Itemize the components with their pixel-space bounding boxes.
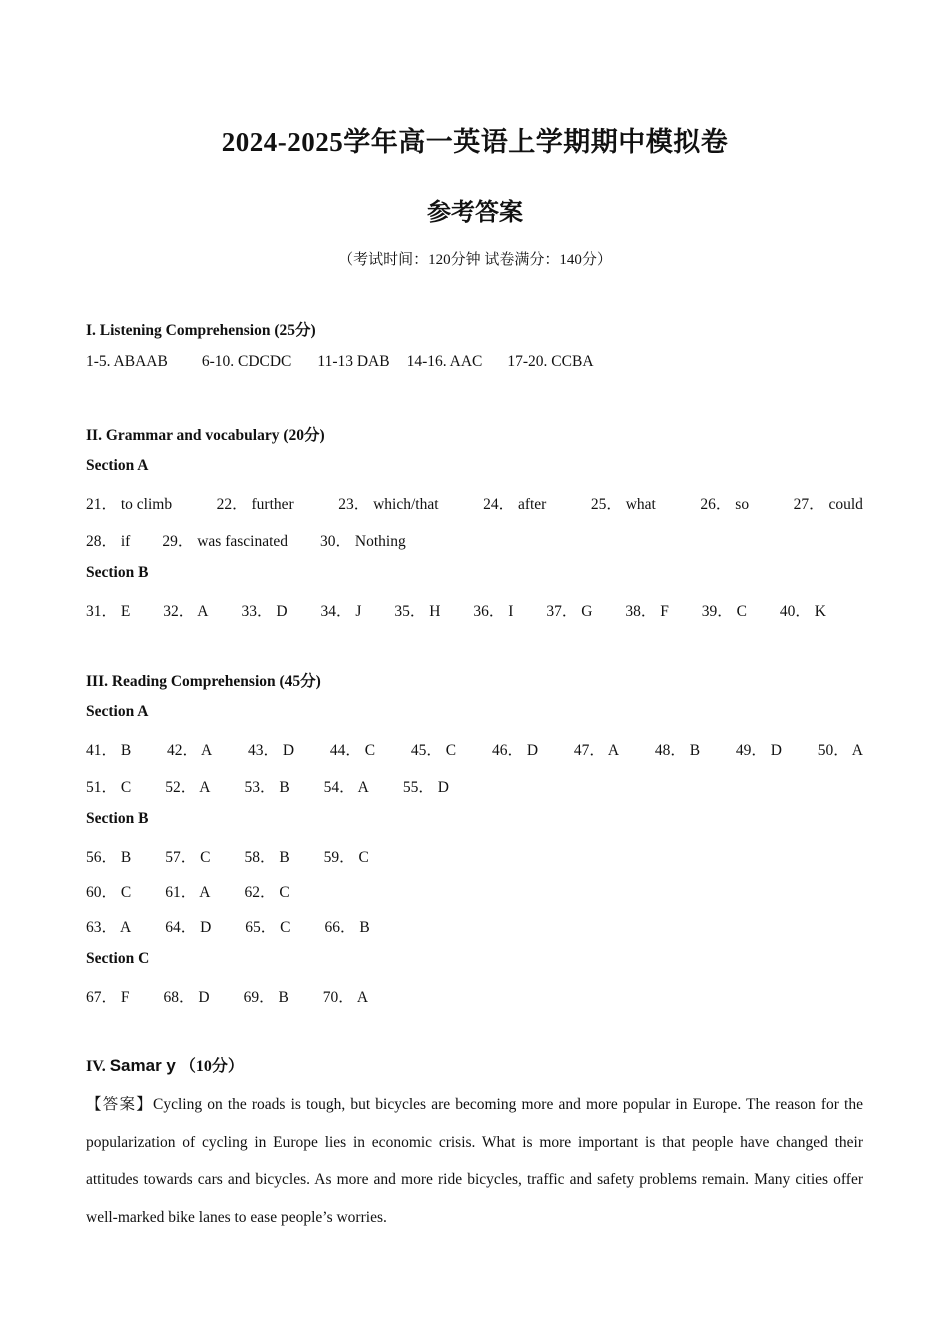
part2-section-b-row1 — [86, 599, 826, 621]
exam-info: （考试时间：120分钟 试卷满分：140分） — [338, 252, 612, 268]
answer-item: 23． which/that — [338, 496, 439, 513]
answer-item: 28． if — [86, 533, 131, 550]
part2-section-a-row1 — [86, 492, 863, 514]
answer-item: 17-20. CCBA — [507, 353, 594, 370]
answer-item: 58． B — [244, 849, 290, 866]
answer-item: 44． C — [329, 742, 376, 759]
answer-item: 65． C — [245, 919, 291, 936]
answer-item: 34． J — [320, 603, 362, 620]
answer-item: 32． A — [163, 603, 209, 620]
answer-item: 26． so — [700, 496, 750, 513]
part4-answer-paragraph — [86, 1086, 863, 1236]
part3-section-a-row2 — [86, 775, 863, 797]
answer-item: 46． D — [491, 742, 539, 759]
answer-item: 25． what — [590, 496, 656, 513]
answer-item: 11-13 DAB — [317, 353, 390, 370]
page-subtitle: 参考答案 — [427, 200, 523, 226]
answer-item: 31． E — [86, 603, 131, 620]
part3-section-c-row1 — [86, 985, 863, 1007]
answer-item: 69． B — [243, 989, 289, 1006]
answer-item: 59． C — [323, 849, 369, 866]
part4-heading-score: （10分） — [179, 1058, 244, 1075]
answer-item: 43． D — [248, 742, 295, 759]
answer-item: 40． K — [779, 603, 826, 620]
answer-item: 60． C — [86, 884, 132, 901]
answer-item: 66． B — [324, 919, 370, 936]
answer-item: 64． D — [165, 919, 212, 936]
part4-heading-word: Samar y — [109, 1056, 176, 1075]
answer-item: 54． A — [323, 779, 369, 796]
part1-heading: I. Listening Comprehension (25分) — [86, 322, 316, 339]
answer-tag: 【答案】 — [86, 1096, 153, 1113]
answer-item: 62． C — [244, 884, 290, 901]
answer-item: 1-5. ABAAB — [86, 353, 168, 370]
part4-heading-prefix: IV. — [86, 1058, 106, 1075]
answer-item: 36． I — [473, 603, 514, 620]
answer-item: 61． A — [165, 884, 211, 901]
answer-item: 39． C — [701, 603, 747, 620]
answer-item: 41． B — [86, 742, 132, 759]
answer-item: 57． C — [165, 849, 211, 866]
part3-section-b-row2 — [86, 880, 863, 902]
answer-item: 70． A — [322, 989, 369, 1006]
answer-item: 38． F — [625, 603, 669, 620]
part3-section-c-label: Section C — [86, 950, 150, 967]
answer-item: 24． after — [483, 496, 547, 513]
part3-section-a-label: Section A — [86, 703, 149, 720]
part3-section-a-row1 — [86, 738, 863, 760]
answer-item: 30． Nothing — [320, 533, 406, 550]
page-title: 2024-2025学年高一英语上学期期中模拟卷 — [221, 127, 729, 157]
answer-item: 67． F — [86, 989, 130, 1006]
part3-section-b-row1 — [86, 845, 863, 867]
part4-heading — [86, 1053, 244, 1076]
part3-section-b-row3 — [86, 915, 863, 937]
answer-item: 37． G — [546, 603, 593, 620]
part2-heading: II. Grammar and vocabulary (20分) — [86, 427, 325, 444]
answer-item: 21． to climb — [86, 496, 173, 513]
answer-item: 27． could — [793, 496, 863, 513]
answer-item: 48． B — [654, 742, 701, 759]
part1-answers — [86, 353, 863, 371]
answer-item: 50． A — [817, 742, 863, 759]
part2-section-b-label: Section B — [86, 564, 149, 581]
part2-section-a-label: Section A — [86, 457, 149, 474]
answer-item: 52． A — [165, 779, 211, 796]
answer-item: 68． D — [163, 989, 210, 1006]
answer-item: 47． A — [573, 742, 620, 759]
part3-heading: III. Reading Comprehension (45分) — [86, 673, 321, 690]
answer-item: 45． C — [410, 742, 457, 759]
answer-text: Cycling on the roads is tough, but bicycles are becoming more and more popular in Europe. The reason for the popularization of cycling in Europe lies in economic crisis. What is more important is that people have changed their attitudes towards cars and bicycles. As more and more ride bicycles, traffic and safety problems remain. Many cities offer well-marked bike lanes to ease people’s worries. — [86, 1096, 863, 1226]
answer-item: 55． D — [402, 779, 449, 796]
answer-item: 33． D — [241, 603, 288, 620]
answer-item: 35． H — [394, 603, 441, 620]
answer-item: 6-10. CDCDC — [201, 353, 292, 370]
answer-item: 63． A — [86, 919, 132, 936]
part3-section-b-label: Section B — [86, 810, 149, 827]
answer-item: 42． A — [167, 742, 213, 759]
answer-item: 14-16. AAC — [406, 353, 483, 370]
answer-item: 49． D — [735, 742, 782, 759]
answer-item: 53． B — [244, 779, 290, 796]
answer-item: 56． B — [86, 849, 132, 866]
part2-section-a-row2 — [86, 529, 863, 551]
answer-item: 51． C — [86, 779, 132, 796]
answer-item: 22． further — [216, 496, 294, 513]
answer-item: 29． was fascinated — [162, 533, 289, 550]
